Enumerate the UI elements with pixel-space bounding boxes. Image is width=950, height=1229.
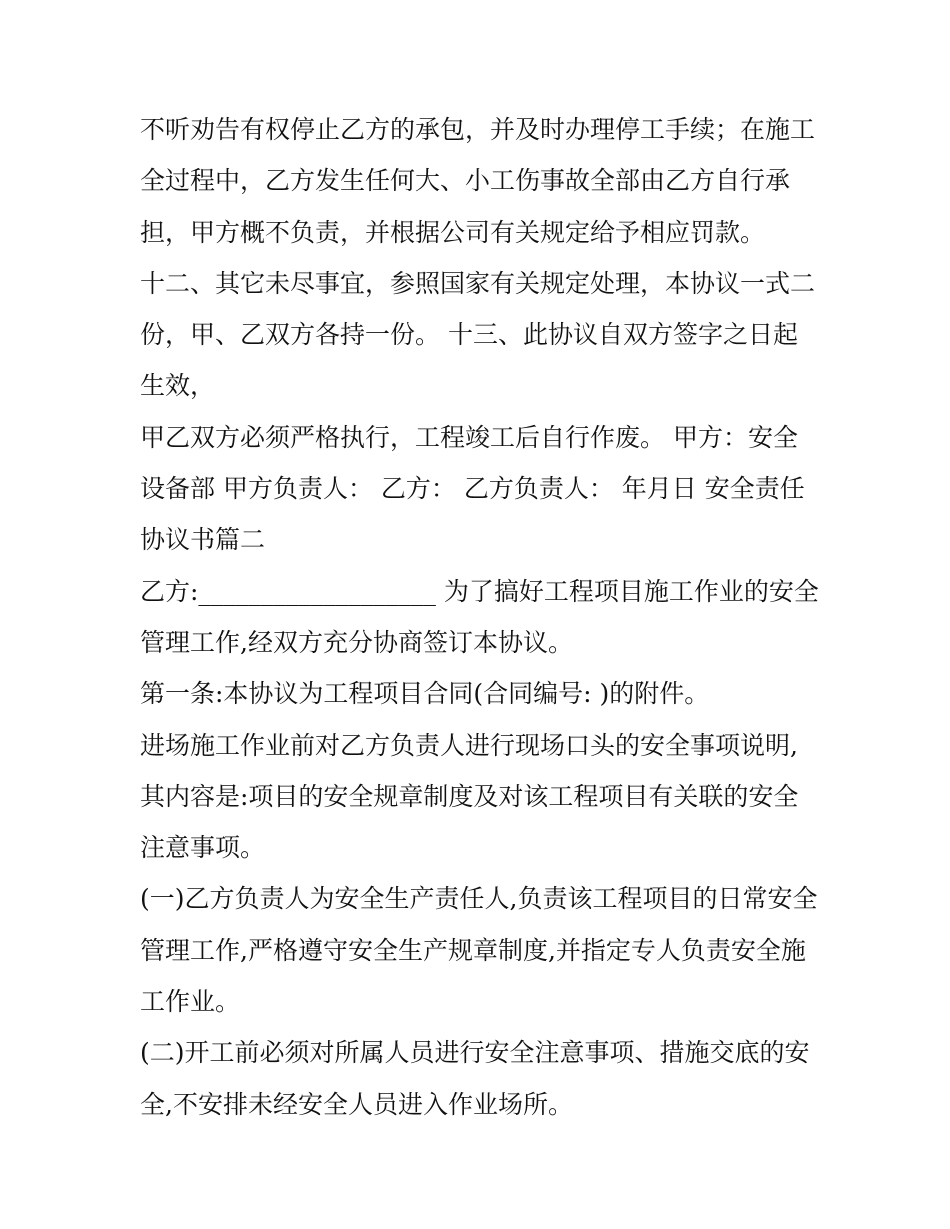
paragraph-line: 生效， — [140, 371, 216, 401]
paragraph-line: 进场施工作业前对乙方负责人进行现场口头的安全事项说明, — [140, 730, 798, 760]
paragraph-line: 管理工作,经双方充分协商签订本协议。 — [140, 627, 573, 657]
document-body — [140, 104, 830, 1130]
paragraph-line: 管理工作,严格遵守安全生产规章制度,并指定专人负责安全施 — [140, 935, 806, 965]
paragraph-line: 份，甲、乙双方各持一份。 十三、此协议自双方签字之日起 — [140, 320, 798, 350]
paragraph-line: 十二、其它未尽事宜，参照国家有关规定处理，本协议一式二 — [140, 268, 816, 298]
paragraph-line: 第一条:本协议为工程项目合同(合同编号: )的附件。 — [140, 679, 710, 709]
paragraph-line: 其内容是:项目的安全规章制度及对该工程项目有关联的安全 — [140, 781, 799, 811]
paragraph-line: (一)乙方负责人为安全生产责任人,负责该工程项目的日常安全 — [140, 884, 818, 914]
paragraph-line: (二)开工前必须对所属人员进行安全注意事项、措施交底的安 — [140, 1038, 810, 1068]
paragraph-line: 担，甲方概不负责，并根据公司有关规定给予相应罚款。 — [140, 217, 766, 247]
paragraph-line: 设备部 甲方负责人： 乙方： 乙方负责人： 年月日 安全责任 — [140, 474, 805, 504]
section-heading: 协议书篇二 — [140, 525, 266, 555]
paragraph-line: 不听劝告有权停止乙方的承包，并及时办理停工手续；在施工 — [140, 115, 816, 144]
paragraph-line: 乙方:___________________ 为了搞好工程项目施工作业的安全 — [140, 576, 819, 606]
paragraph-line: 甲乙双方必须严格执行，工程竣工后自行作废。 甲方：安全 — [140, 422, 798, 452]
paragraph-line: 注意事项。 — [140, 833, 266, 863]
paragraph-line: 工作业。 — [140, 987, 241, 1017]
paragraph-line: 全过程中，乙方发生任何大、小工伤事故全部由乙方自行承 — [140, 166, 791, 196]
paragraph-line: 全,不安排未经安全人员进入作业场所。 — [140, 1089, 573, 1119]
